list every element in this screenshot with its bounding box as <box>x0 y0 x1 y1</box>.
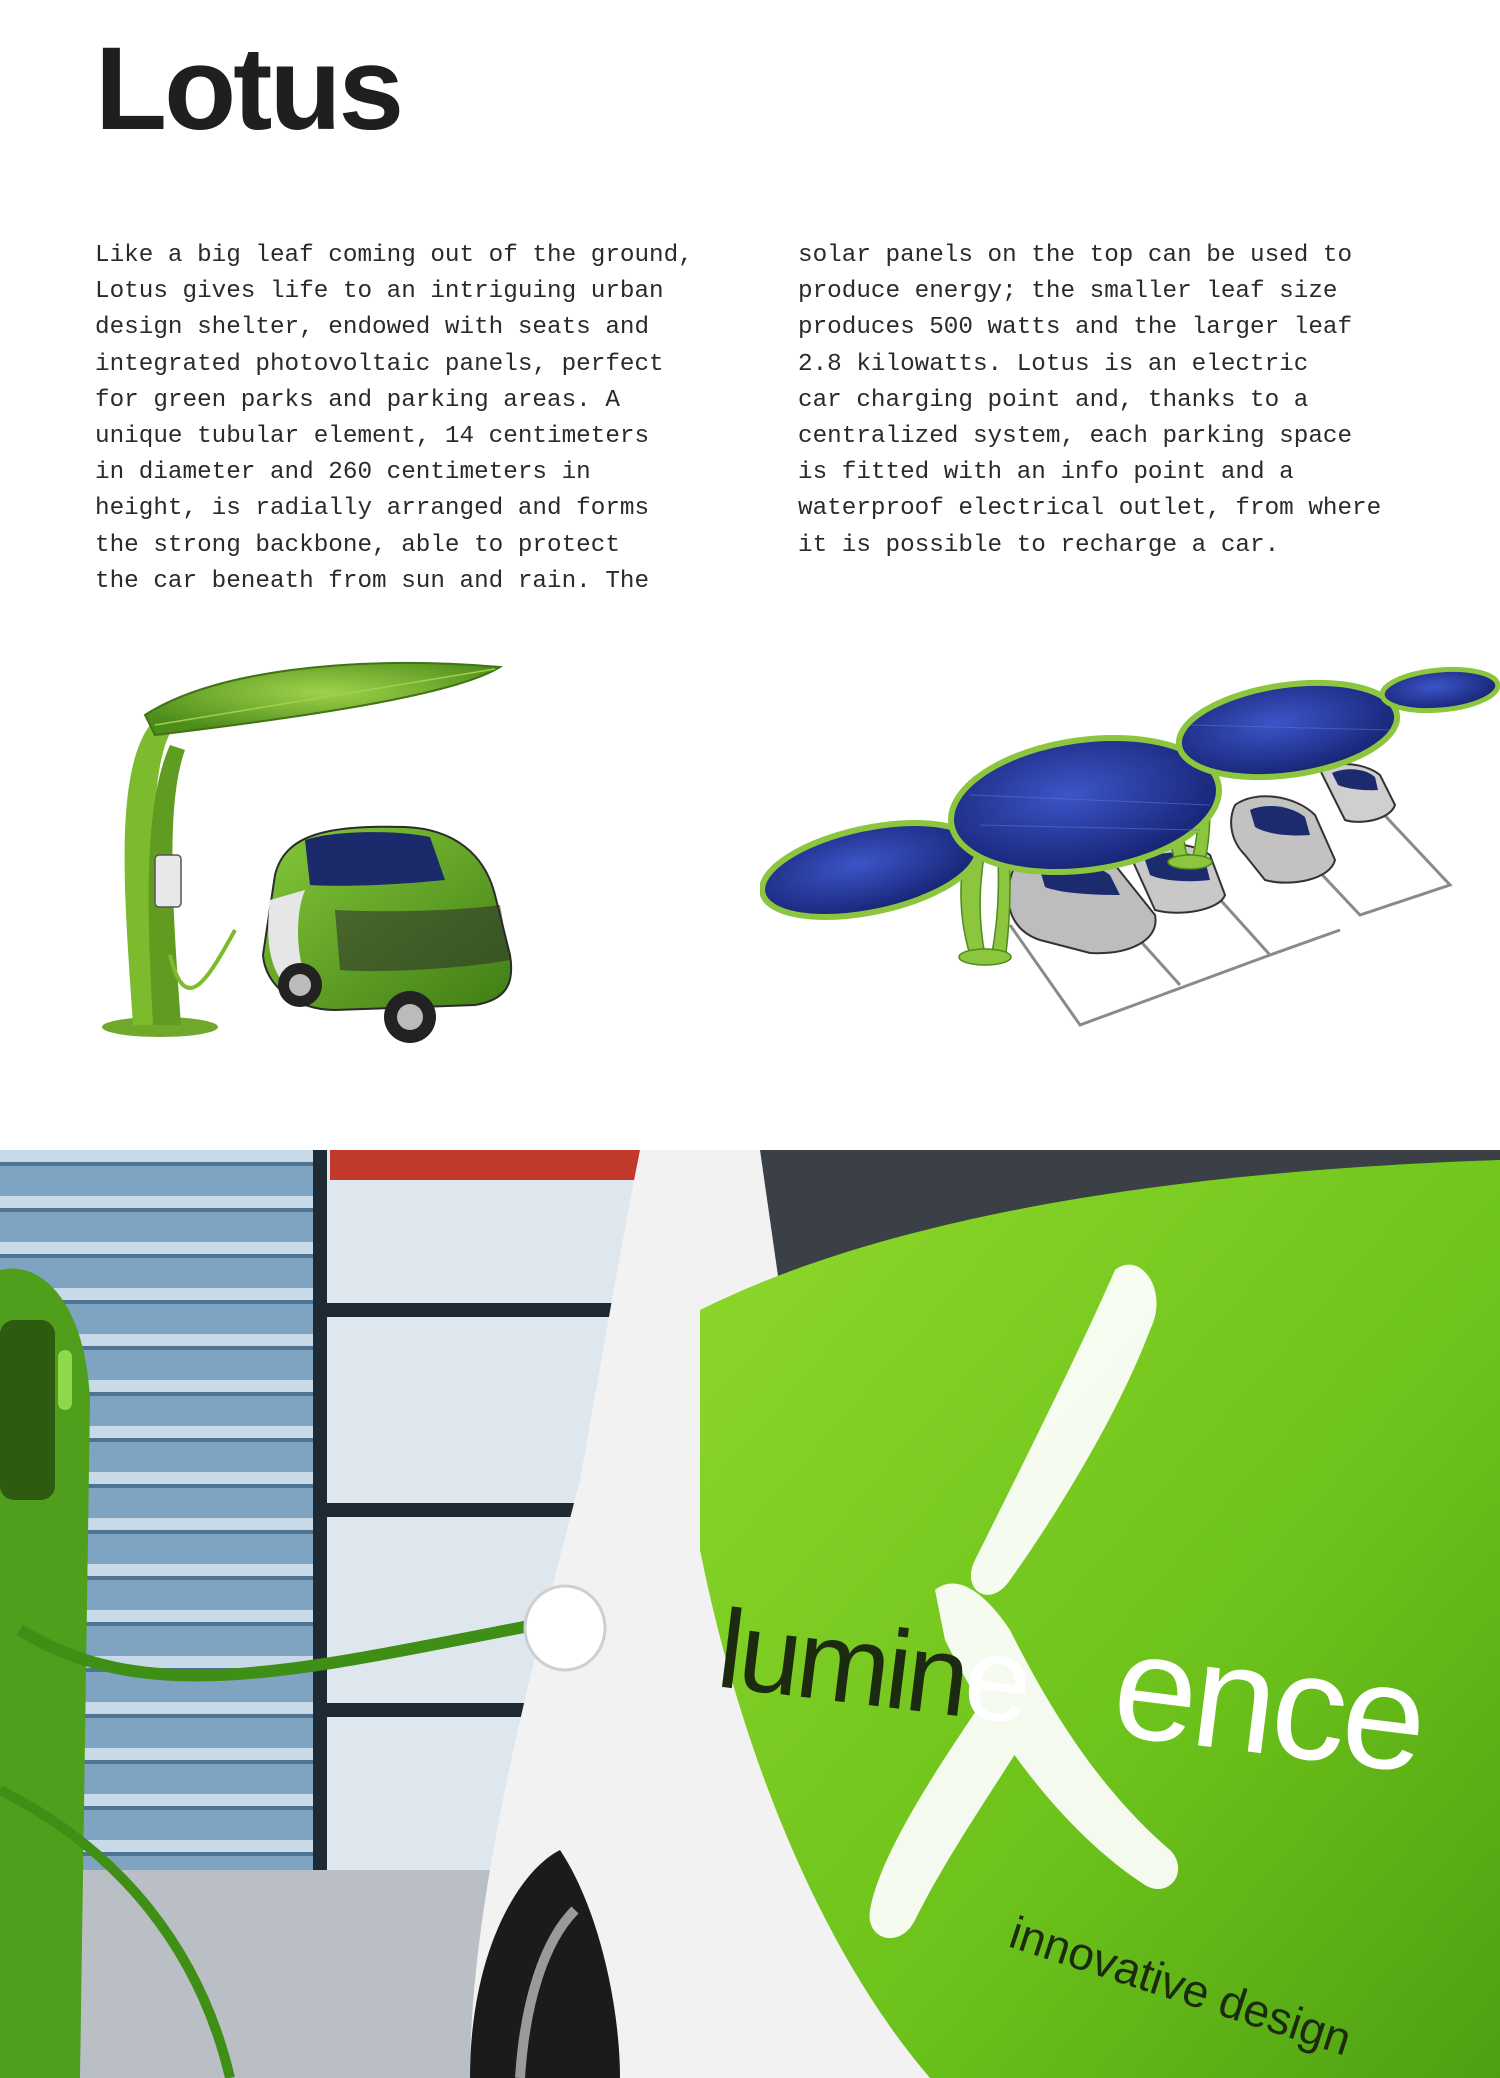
parking-area-solar-leaves-illustration <box>760 655 1500 1035</box>
charging-plug <box>525 1586 605 1670</box>
body-line: is fitted with an info point and a <box>798 459 1294 487</box>
body-line: integrated photovoltaic panels, perfect <box>95 350 664 378</box>
info-point-screen <box>155 855 181 907</box>
body-text-left-column <box>95 238 693 600</box>
body-line: Like a big leaf coming out of the ground, <box>95 242 693 269</box>
body-line: unique tubular element, 14 centimeters <box>95 423 650 451</box>
brand-text-mid: e <box>957 1609 1038 1750</box>
body-line: height, is radially arranged and forms <box>95 495 650 523</box>
brand-text-right: ence <box>1105 1599 1433 1804</box>
body-line: for green parks and parking areas. A <box>95 386 620 414</box>
brand-tagline: innovative design <box>1003 1905 1358 2066</box>
body-line: Lotus gives life to an intriguing urban <box>95 278 664 306</box>
leaf-canopy <box>145 663 500 735</box>
body-line: produce energy; the smaller leaf size <box>798 278 1338 306</box>
charging-cable <box>170 930 235 988</box>
body-line: the strong backbone, able to protect <box>95 531 620 559</box>
brand-text-left: lumin <box>711 1585 973 1741</box>
body-line: waterproof electrical outlet, from where <box>798 495 1382 523</box>
body-line: it is possible to recharge a car. <box>798 531 1280 559</box>
body-text-right-column <box>798 238 1381 564</box>
solar-leaf-small <box>1380 665 1499 715</box>
body-line: 2.8 kilowatts. Lotus is an electric <box>798 350 1309 378</box>
body-line: design shelter, endowed with seats and <box>95 314 650 342</box>
body-line: solar panels on the top can be used to <box>798 242 1353 269</box>
body-line: in diameter and 260 centimeters in <box>95 459 591 487</box>
car-windows <box>305 832 445 886</box>
body-line: produces 500 watts and the larger leaf <box>798 314 1353 342</box>
body-line: the car beneath from sun and rain. The <box>95 567 650 595</box>
body-line: car charging point and, thanks to a <box>798 386 1309 414</box>
body-line: centralized system, each parking space <box>798 423 1353 451</box>
page-title: Lotus <box>95 23 402 155</box>
lotus-charger-with-car-illustration <box>95 655 625 1115</box>
